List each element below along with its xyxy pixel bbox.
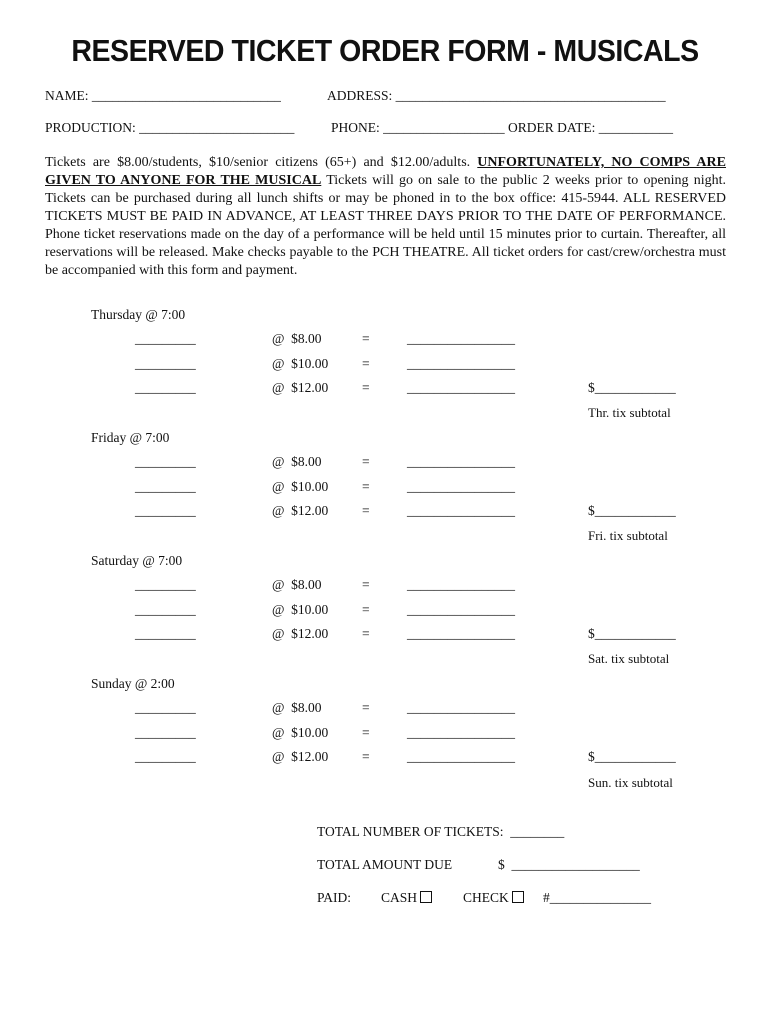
- price-label: @ $12.00: [272, 749, 329, 764]
- performance-day: Thursday @ 7:00: [91, 307, 186, 322]
- amount-blank[interactable]: ________________: [407, 749, 515, 764]
- amount-blank[interactable]: ________________: [407, 380, 515, 395]
- subtotal-label: Sat. tix subtotal: [588, 651, 670, 666]
- price-label: @ $12.00: [272, 626, 329, 641]
- amount-blank[interactable]: ________________: [407, 454, 515, 469]
- amount-blank[interactable]: ________________: [407, 479, 515, 494]
- price-label: @ $10.00: [272, 725, 329, 740]
- equals-sign: =: [362, 725, 370, 740]
- address-field[interactable]: ADDRESS: ________________________________________: [327, 88, 666, 103]
- instructions-paragraph: [45, 154, 726, 280]
- check-label: CHECK: [463, 890, 509, 905]
- amount-blank[interactable]: ________________: [407, 626, 515, 641]
- equals-sign: =: [362, 356, 370, 371]
- instructions-text-2: Tickets will go on sale to the public 2 weeks prior to opening night. Tickets can be purchased during all lunch shifts or may be phoned in to the box office: 415-5944. ALL RESERVED TICKETS MUST BE PAID IN ADVANCE, AT LEAST THREE DAYS PRIOR TO THE DATE OF PERFORMANCE. Phone ticket reservations made on the day of a performance will be held until 15 minutes prior to curtain. Thereafter, all reservations will be released. Make checks payable to the PCH THEATRE. All ticket orders for cast/crew/orchestra must be accompanied with this form and payment.: [45, 173, 726, 278]
- qty-blank[interactable]: _________: [135, 380, 196, 395]
- subtotal-label: Thr. tix subtotal: [588, 405, 671, 420]
- form-title: RESERVED TICKET ORDER FORM - MUSICALS: [71, 33, 699, 68]
- paid-label: PAID:: [317, 890, 352, 905]
- amount-blank[interactable]: ________________: [407, 503, 515, 518]
- equals-sign: =: [362, 503, 370, 518]
- amount-blank[interactable]: ________________: [407, 577, 515, 592]
- check-checkbox[interactable]: [512, 891, 524, 903]
- production-field[interactable]: PRODUCTION: _______________________: [45, 120, 295, 135]
- price-label: @ $8.00: [272, 454, 322, 469]
- equals-sign: =: [362, 331, 370, 346]
- subtotal-blank[interactable]: $____________: [588, 626, 676, 641]
- price-label: @ $12.00: [272, 503, 329, 518]
- price-label: @ $8.00: [272, 331, 322, 346]
- qty-blank[interactable]: _________: [135, 749, 196, 764]
- price-label: @ $10.00: [272, 479, 329, 494]
- equals-sign: =: [362, 454, 370, 469]
- name-field[interactable]: NAME: ____________________________: [45, 88, 281, 103]
- equals-sign: =: [362, 479, 370, 494]
- equals-sign: =: [362, 577, 370, 592]
- equals-sign: =: [362, 626, 370, 641]
- price-label: @ $8.00: [272, 577, 322, 592]
- amount-blank[interactable]: ________________: [407, 356, 515, 371]
- performance-day: Saturday @ 7:00: [91, 553, 183, 568]
- equals-sign: =: [362, 749, 370, 764]
- cash-option[interactable]: [381, 890, 432, 906]
- amount-blank[interactable]: ________________: [407, 331, 515, 346]
- price-label: @ $12.00: [272, 380, 329, 395]
- subtotal-blank[interactable]: $____________: [588, 380, 676, 395]
- subtotal-blank[interactable]: $____________: [588, 503, 676, 518]
- price-label: @ $10.00: [272, 356, 329, 371]
- qty-blank[interactable]: _________: [135, 454, 196, 469]
- equals-sign: =: [362, 700, 370, 715]
- subtotal-blank[interactable]: $____________: [588, 749, 676, 764]
- qty-blank[interactable]: _________: [135, 626, 196, 641]
- amount-blank[interactable]: ________________: [407, 602, 515, 617]
- equals-sign: =: [362, 602, 370, 617]
- subtotal-label: Sun. tix subtotal: [588, 775, 673, 790]
- qty-blank[interactable]: _________: [135, 503, 196, 518]
- check-number-field[interactable]: #_______________: [543, 890, 651, 905]
- amount-blank[interactable]: ________________: [407, 725, 515, 740]
- qty-blank[interactable]: _________: [135, 725, 196, 740]
- cash-checkbox[interactable]: [420, 891, 432, 903]
- qty-blank[interactable]: _________: [135, 602, 196, 617]
- qty-blank[interactable]: _________: [135, 479, 196, 494]
- amount-blank[interactable]: ________________: [407, 700, 515, 715]
- cash-label: CASH: [381, 890, 418, 905]
- subtotal-label: Fri. tix subtotal: [588, 528, 668, 543]
- qty-blank[interactable]: _________: [135, 356, 196, 371]
- total-tickets-field[interactable]: TOTAL NUMBER OF TICKETS: ________: [317, 824, 565, 839]
- total-due-field[interactable]: $ ___________________: [498, 857, 640, 872]
- price-label: @ $8.00: [272, 700, 322, 715]
- price-label: @ $10.00: [272, 602, 329, 617]
- qty-blank[interactable]: _________: [135, 700, 196, 715]
- check-option[interactable]: [463, 890, 524, 906]
- no-comps-notice: UNFORTUNATELY, NO COMPS ARE GIVEN TO ANYONE FOR THE MUSICAL: [45, 155, 726, 188]
- instructions-text-1: Tickets are $8.00/students, $10/senior citizens (65+) and $12.00/adults.: [45, 155, 478, 170]
- equals-sign: =: [362, 380, 370, 395]
- total-due-label: TOTAL AMOUNT DUE: [317, 857, 453, 872]
- qty-blank[interactable]: _________: [135, 577, 196, 592]
- performance-day: Friday @ 7:00: [91, 430, 170, 445]
- qty-blank[interactable]: _________: [135, 331, 196, 346]
- phone-order-date-field[interactable]: PHONE: __________________ ORDER DATE: ___________: [331, 120, 674, 135]
- performance-day: Sunday @ 2:00: [91, 676, 175, 691]
